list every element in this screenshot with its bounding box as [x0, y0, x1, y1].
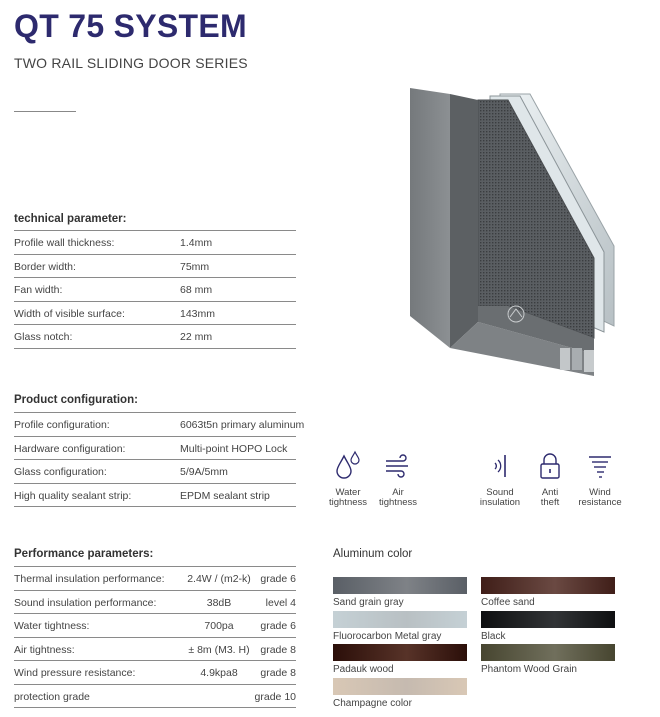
- performance-table: [14, 567, 296, 708]
- param-label: High quality sealant strip:: [14, 489, 132, 502]
- color-swatch-label: Fluorocarbon Metal gray: [333, 631, 442, 642]
- param-label: Thermal insulation performance:: [14, 573, 165, 585]
- color-swatch: [333, 577, 467, 594]
- feature-wind-resistance: [570, 450, 630, 508]
- color-swatch-label: Coffee sand: [481, 597, 535, 608]
- feature-label: insulation: [479, 497, 521, 508]
- padlock-icon: [533, 450, 567, 482]
- table-row: [14, 437, 296, 461]
- color-swatch: [333, 678, 467, 695]
- color-swatch: [481, 644, 615, 661]
- param-label: Wind pressure resistance:: [14, 667, 136, 679]
- param-label: Profile configuration:: [14, 419, 110, 431]
- param-grade: grade 10: [254, 690, 296, 703]
- feature-label: theft: [540, 497, 560, 508]
- feature-label: Wind: [589, 487, 611, 498]
- title-divider: [14, 111, 76, 112]
- feature-label: Sound: [486, 487, 514, 498]
- param-grade: grade 8: [260, 643, 296, 656]
- feature-label: Water: [335, 487, 361, 498]
- technical-table: [14, 231, 296, 349]
- table-row: [14, 231, 296, 255]
- param-label: Glass notch:: [14, 331, 73, 343]
- feature-label: resistance: [578, 497, 622, 508]
- color-swatch-label: Padauk wood: [333, 664, 394, 675]
- water-drops-icon: [331, 450, 365, 482]
- param-label: Hardware configuration:: [14, 442, 126, 455]
- param-label: protection grade: [14, 690, 90, 703]
- technical-heading: technical parameter:: [14, 213, 127, 225]
- color-swatch-label: Black: [481, 631, 506, 642]
- feature-label: Anti: [541, 487, 559, 498]
- air-flow-icon: [381, 450, 415, 482]
- table-row: [14, 685, 296, 709]
- param-value: 6063t5n primary aluminum: [180, 419, 305, 431]
- table-row: [14, 567, 296, 591]
- page-title: QT 75 SYSTEM: [14, 8, 247, 44]
- table-row: [14, 638, 296, 662]
- aluminum-color-heading: Aluminum color: [333, 548, 413, 560]
- color-swatch: [333, 611, 467, 628]
- param-label: Water tightness:: [14, 620, 90, 632]
- product-table: [14, 413, 305, 507]
- param-value: EPDM sealant strip: [180, 489, 270, 502]
- color-swatch: [333, 644, 467, 661]
- window-profile-image: [408, 86, 618, 376]
- table-row: [14, 413, 305, 437]
- param-value: 143mm: [180, 307, 216, 320]
- sound-waves-icon: [483, 450, 517, 482]
- tornado-icon: [583, 450, 617, 482]
- table-row: [14, 255, 296, 279]
- color-swatch: [481, 611, 615, 628]
- product-heading: Product configuration:: [14, 394, 138, 406]
- param-grade: level 4: [265, 596, 296, 609]
- param-value: 700pa: [204, 620, 234, 632]
- param-value: Multi-point HOPO Lock: [180, 442, 288, 455]
- feature-air-tightness: [368, 450, 428, 508]
- param-grade: grade 6: [260, 573, 296, 585]
- param-value: 2.4W / (m2-k): [187, 573, 251, 585]
- param-value: 5/9A/5mm: [180, 466, 228, 478]
- color-swatch: [481, 577, 615, 594]
- param-label: Fan width:: [14, 284, 63, 296]
- param-label: Sound insulation performance:: [14, 596, 157, 609]
- param-label: Border width:: [14, 260, 76, 273]
- param-label: Air tightness:: [14, 643, 75, 656]
- param-value: 22 mm: [180, 331, 213, 343]
- feature-label: tightness: [378, 497, 418, 508]
- param-label: Width of visible surface:: [14, 307, 125, 320]
- param-value: ± 8m (M3. H): [188, 643, 250, 656]
- color-swatch-label: Champagne color: [333, 698, 412, 709]
- table-row: [14, 591, 296, 615]
- table-row: [14, 302, 296, 326]
- feature-label: tightness: [328, 497, 368, 508]
- performance-heading: Performance parameters:: [14, 548, 154, 560]
- table-row: [14, 325, 296, 349]
- table-row: [14, 614, 296, 638]
- param-label: Glass configuration:: [14, 466, 107, 478]
- table-row: [14, 460, 296, 484]
- color-swatch-label: Phantom Wood Grain: [481, 664, 577, 675]
- page-subtitle: TWO RAIL SLIDING DOOR SERIES: [14, 55, 248, 71]
- param-grade: grade 6: [260, 620, 296, 632]
- table-row: [14, 484, 296, 508]
- table-row: [14, 661, 296, 685]
- param-value: 4.9kpa8: [200, 667, 238, 679]
- param-label: Profile wall thickness:: [14, 237, 115, 249]
- table-row: [14, 278, 296, 302]
- param-grade: grade 8: [260, 667, 296, 679]
- param-value: 68 mm: [180, 284, 213, 296]
- param-value: 1.4mm: [180, 237, 213, 249]
- param-value: 38dB: [206, 596, 232, 609]
- param-value: 75mm: [180, 260, 210, 273]
- feature-label: Air: [392, 487, 404, 498]
- color-swatch-label: Sand grain gray: [333, 597, 404, 608]
